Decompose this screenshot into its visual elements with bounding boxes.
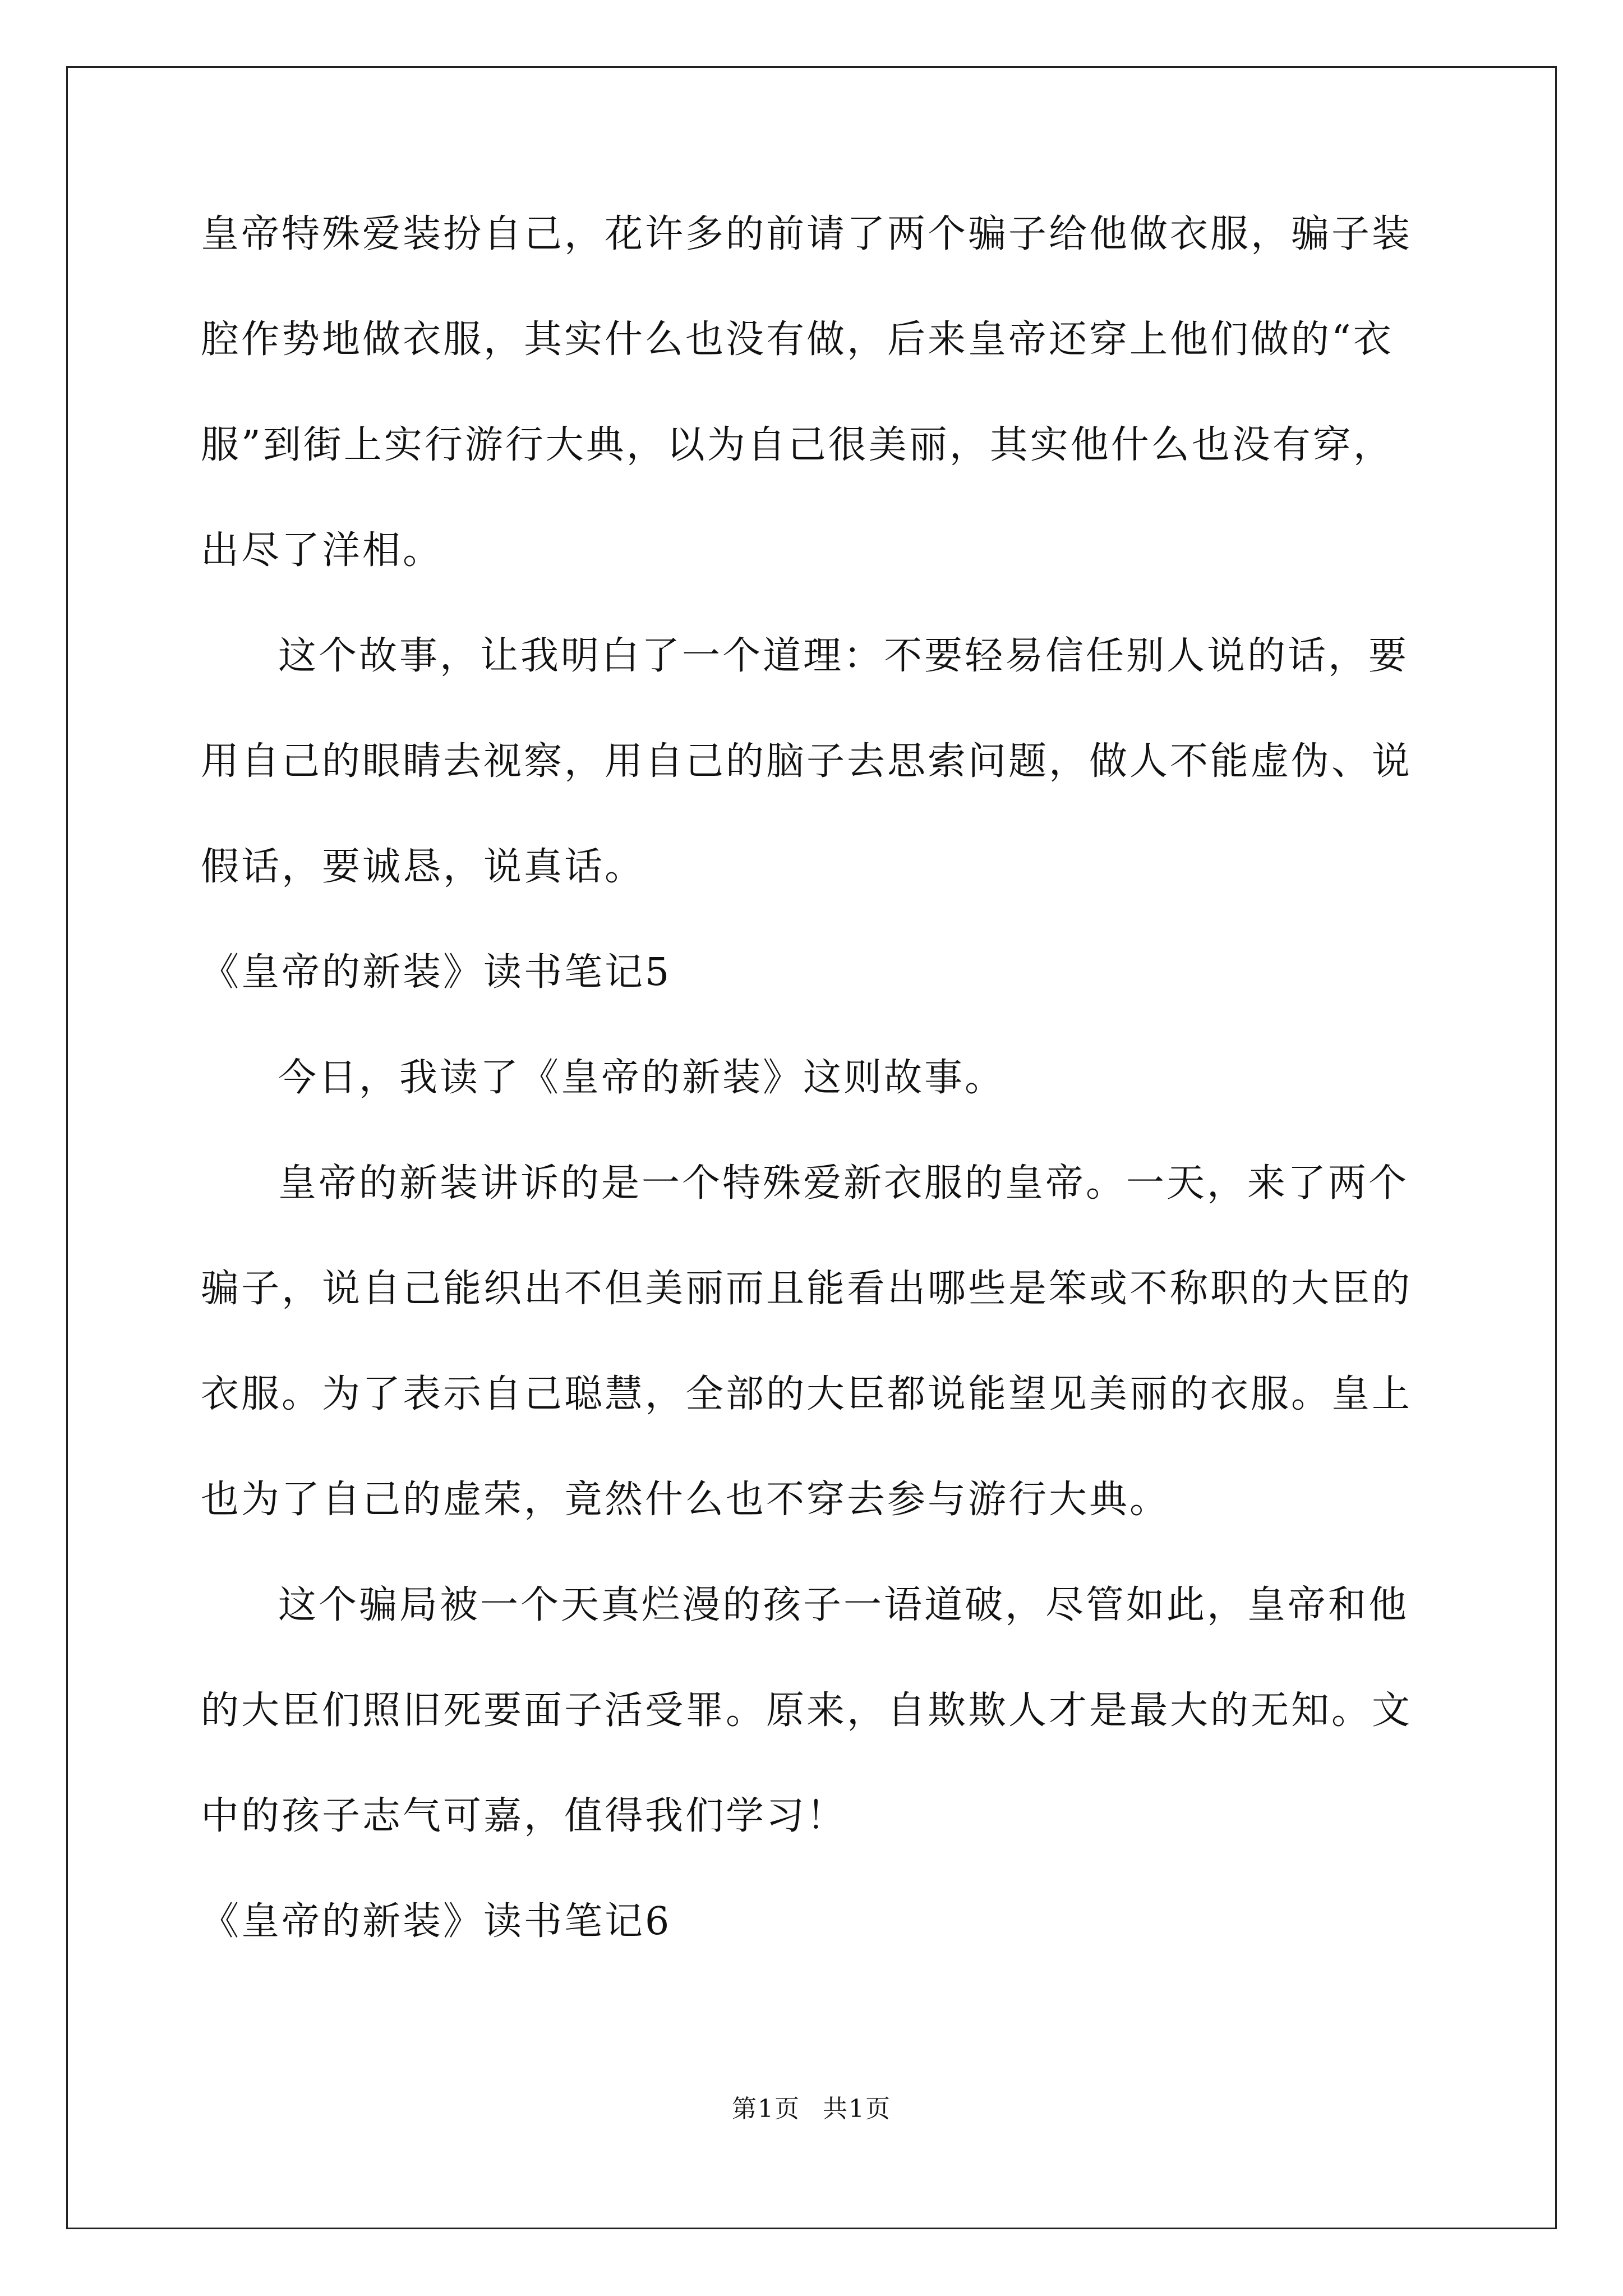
page-number-total: 共1页 <box>823 2095 891 2123</box>
page-number-current: 第1页 <box>732 2095 800 2123</box>
paragraph-line: 骗子，说自己能织出不但美丽而且能看出哪些是笨或不称职的大臣的 <box>201 1267 1413 1311</box>
paragraph-line: 皇帝特殊爱装扮自己，花许多的前请了两个骗子给他做衣服，骗子装 <box>201 212 1413 256</box>
paragraph-line: 皇帝的新装讲诉的是一个特殊爱新衣服的皇帝。一天，来了两个 <box>278 1161 1409 1205</box>
section-heading: 《皇帝的新装》读书笔记6 <box>201 1899 672 1944</box>
page-footer <box>0 2092 1623 2126</box>
paragraph-line: 出尽了洋相。 <box>201 528 444 573</box>
paragraph-line: 服”到街上实行游行大典，以为自己很美丽，其实他什么也没有穿， <box>201 423 1394 467</box>
paragraph-line: 假话，要诚恳，说真话。 <box>201 845 645 889</box>
section-heading: 《皇帝的新装》读书笔记5 <box>201 950 672 995</box>
paragraph-line: 这个骗局被一个天真烂漫的孩子一语道破，尽管如此，皇帝和他 <box>278 1583 1409 1627</box>
document-body <box>201 209 1429 2001</box>
paragraph-line: 衣服。为了表示自己聪慧，全部的大臣都说能望见美丽的衣服。皇上 <box>201 1372 1413 1416</box>
paragraph-line: 也为了自己的虚荣，竟然什么也不穿去参与游行大典。 <box>201 1478 1170 1522</box>
paragraph-line: 这个故事，让我明白了一个道理：不要轻易信任别人说的话，要 <box>278 634 1409 678</box>
paragraph-line: 的大臣们照旧死要面子活受罪。原来，自欺欺人才是最大的无知。文 <box>201 1688 1413 1733</box>
paragraph-line: 今日，我读了《皇帝的新装》这则故事。 <box>278 1056 1006 1100</box>
paragraph-line: 中的孩子志气可嘉，值得我们学习！ <box>201 1794 847 1838</box>
paragraph-line: 腔作势地做衣服，其实什么也没有做，后来皇帝还穿上他们做的“衣 <box>201 318 1394 362</box>
paragraph-line: 用自己的眼睛去视察，用自己的脑子去思索问题，做人不能虚伪、说 <box>201 739 1413 784</box>
